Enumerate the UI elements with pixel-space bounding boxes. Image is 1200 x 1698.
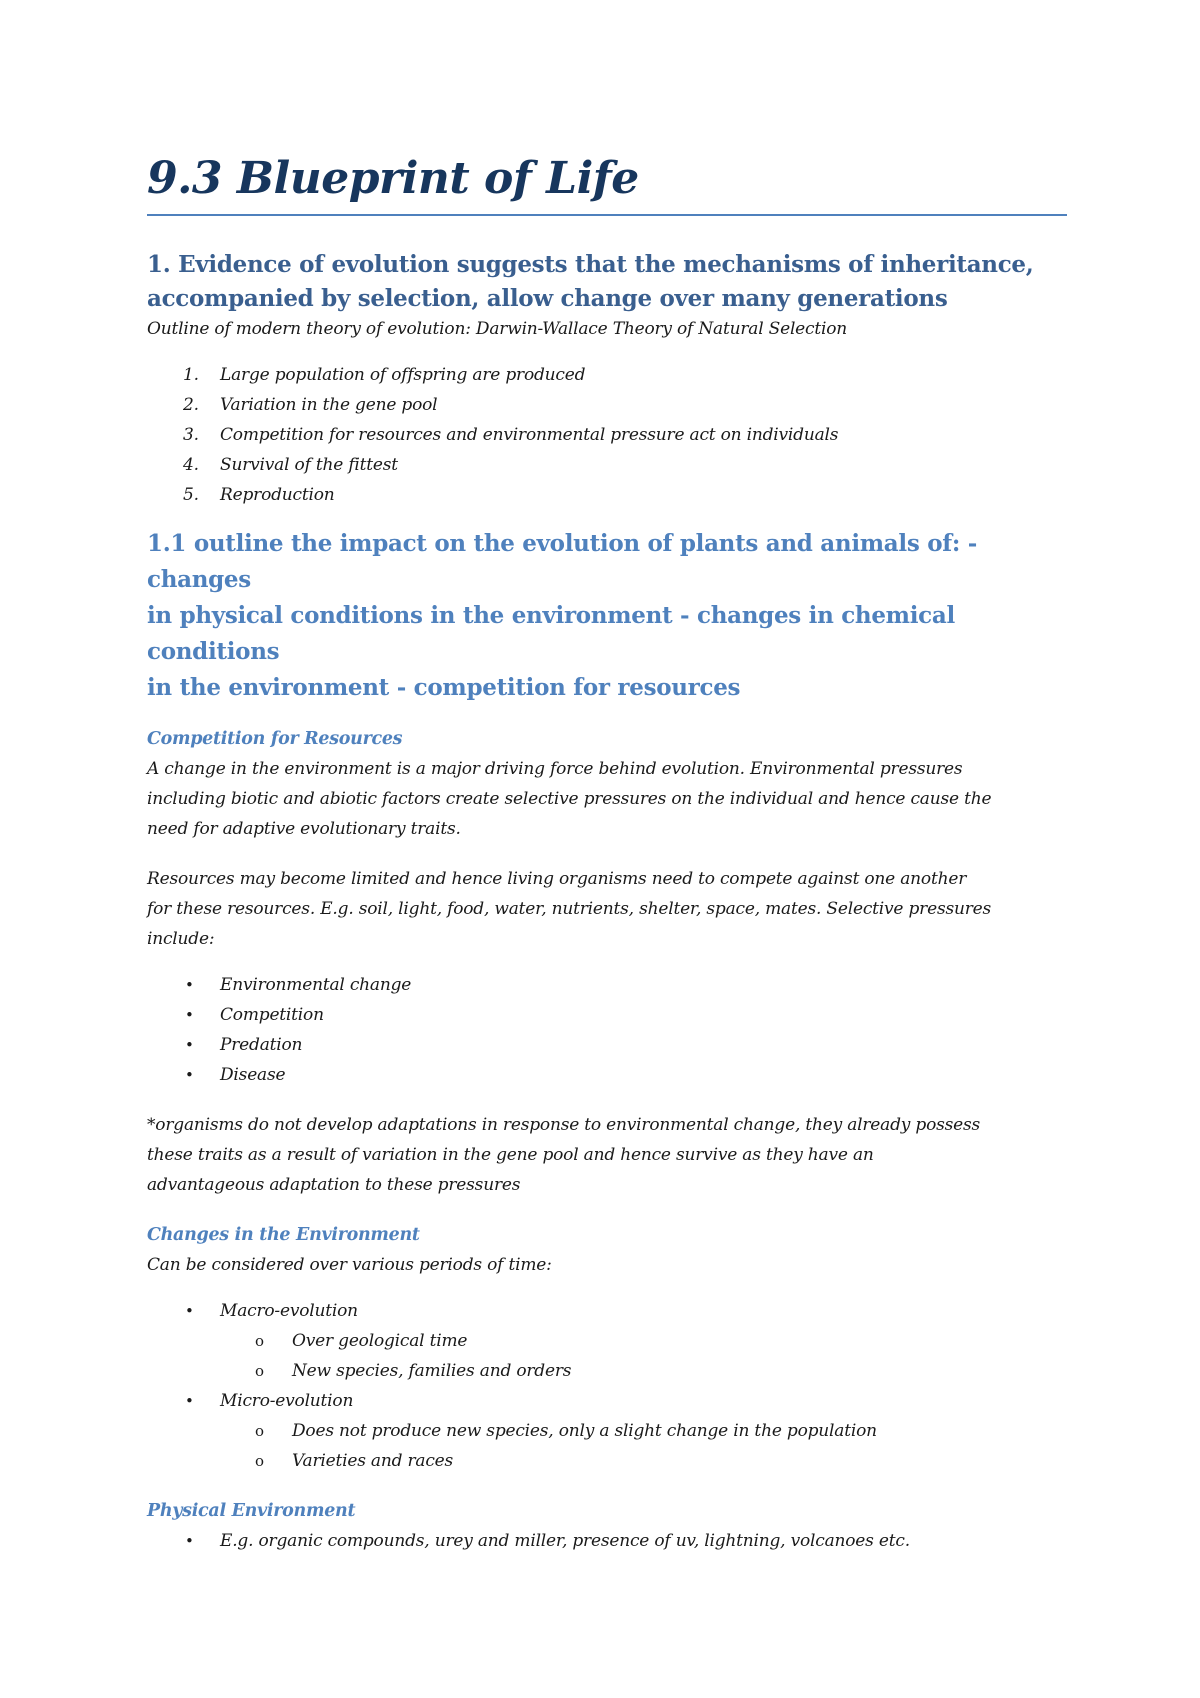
list-item bbox=[147, 390, 1067, 420]
list-item bbox=[147, 360, 1067, 390]
list-item bbox=[147, 1296, 1067, 1326]
text-line: including biotic and abiotic factors create selective pressures on the individual and hence cause the bbox=[147, 789, 992, 809]
sub-bullet-icon: o bbox=[255, 1452, 264, 1470]
bullet-icon: • bbox=[185, 1036, 194, 1054]
physical-heading: Physical Environment bbox=[147, 1501, 356, 1521]
heading-line: accompanied by selection, allow change over many generations bbox=[147, 285, 948, 312]
sub-list-item bbox=[147, 1416, 1067, 1446]
evolution-list bbox=[147, 1296, 1067, 1476]
list-item-text: Disease bbox=[220, 1065, 286, 1085]
list-item bbox=[147, 480, 1067, 510]
pressure-list bbox=[147, 970, 1067, 1090]
list-number: 5. bbox=[183, 485, 199, 505]
bullet-icon: • bbox=[185, 976, 194, 994]
list-item bbox=[147, 1386, 1067, 1416]
list-item-text: New species, families and orders bbox=[292, 1361, 572, 1381]
physical-list bbox=[147, 1526, 1067, 1556]
competition-heading: Competition for Resources bbox=[147, 729, 403, 749]
list-number: 2. bbox=[183, 395, 199, 415]
page-title: 9.3 Blueprint of Life bbox=[147, 150, 1067, 216]
sub-list-item bbox=[147, 1326, 1067, 1356]
page-content bbox=[147, 150, 1067, 1556]
list-item-text: Large population of offspring are produced bbox=[220, 365, 586, 385]
list-item bbox=[147, 1526, 1067, 1556]
list-item-text: Varieties and races bbox=[292, 1451, 454, 1471]
bullet-icon: • bbox=[185, 1392, 194, 1410]
list-item-text: Predation bbox=[220, 1035, 303, 1055]
sub-bullet-icon: o bbox=[255, 1332, 264, 1350]
changes-intro: Can be considered over various periods of time: bbox=[147, 1255, 552, 1275]
list-item-text: Micro-evolution bbox=[220, 1391, 354, 1411]
list-item-text: Environmental change bbox=[220, 975, 412, 995]
theory-list bbox=[147, 360, 1067, 510]
competition-paragraph-1 bbox=[147, 754, 1067, 844]
list-item bbox=[147, 970, 1067, 1000]
list-item-text: Does not produce new species, only a slight change in the population bbox=[292, 1421, 877, 1441]
list-item-text: Survival of the fittest bbox=[220, 455, 398, 475]
sub-bullet-icon: o bbox=[255, 1422, 264, 1440]
list-item-text: Competition bbox=[220, 1005, 324, 1025]
text-line: include: bbox=[147, 929, 215, 949]
bullet-icon: • bbox=[185, 1006, 194, 1024]
list-item-text: Macro-evolution bbox=[220, 1301, 358, 1321]
theory-subtitle: Outline of modern theory of evolution: Darwin-Wallace Theory of Natural Selection bbox=[147, 319, 848, 339]
text-line: need for adaptive evolutionary traits. bbox=[147, 819, 461, 839]
list-item-text: Competition for resources and environmental pressure act on individuals bbox=[220, 425, 839, 445]
list-item bbox=[147, 1030, 1067, 1060]
sub-list-item bbox=[147, 1356, 1067, 1386]
list-item bbox=[147, 420, 1067, 450]
sub-list-item bbox=[147, 1446, 1067, 1476]
list-item-text: Reproduction bbox=[220, 485, 335, 505]
section-1-1-heading bbox=[147, 526, 1067, 706]
bullet-icon: • bbox=[185, 1066, 194, 1084]
adaptation-note bbox=[147, 1110, 1067, 1200]
section-1-heading bbox=[147, 246, 1067, 318]
sub-bullet-icon: o bbox=[255, 1362, 264, 1380]
list-item bbox=[147, 1000, 1067, 1030]
list-number: 3. bbox=[183, 425, 199, 445]
text-line: these traits as a result of variation in the gene pool and hence survive as they have an bbox=[147, 1145, 874, 1165]
list-number: 1. bbox=[183, 365, 199, 385]
list-item-text: E.g. organic compounds, urey and miller, presence of uv, lightning, volcanoes etc. bbox=[220, 1531, 910, 1551]
list-item bbox=[147, 1060, 1067, 1090]
text-line: advantageous adaptation to these pressures bbox=[147, 1175, 521, 1195]
bullet-icon: • bbox=[185, 1302, 194, 1320]
heading-line: 1.1 outline the impact on the evolution of plants and animals of: - changes bbox=[147, 530, 977, 593]
text-line: A change in the environment is a major driving force behind evolution. Environmental pressures bbox=[147, 759, 963, 779]
text-line: Resources may become limited and hence living organisms need to compete against one another bbox=[147, 869, 967, 889]
text-line: *organisms do not develop adaptations in response to environmental change, they already possess bbox=[147, 1115, 981, 1135]
changes-heading: Changes in the Environment bbox=[147, 1225, 420, 1245]
heading-line: in physical conditions in the environment - changes in chemical conditions bbox=[147, 602, 955, 665]
list-item-text: Over geological time bbox=[292, 1331, 468, 1351]
list-number: 4. bbox=[183, 455, 199, 475]
text-line: for these resources. E.g. soil, light, food, water, nutrients, shelter, space, mates. Selective pressures bbox=[147, 899, 992, 919]
heading-line: in the environment - competition for resources bbox=[147, 674, 741, 701]
competition-paragraph-2 bbox=[147, 864, 1067, 954]
heading-line: 1. Evidence of evolution suggests that the mechanisms of inheritance, bbox=[147, 251, 1034, 278]
list-item bbox=[147, 450, 1067, 480]
list-item-text: Variation in the gene pool bbox=[220, 395, 438, 415]
bullet-icon: • bbox=[185, 1532, 194, 1550]
